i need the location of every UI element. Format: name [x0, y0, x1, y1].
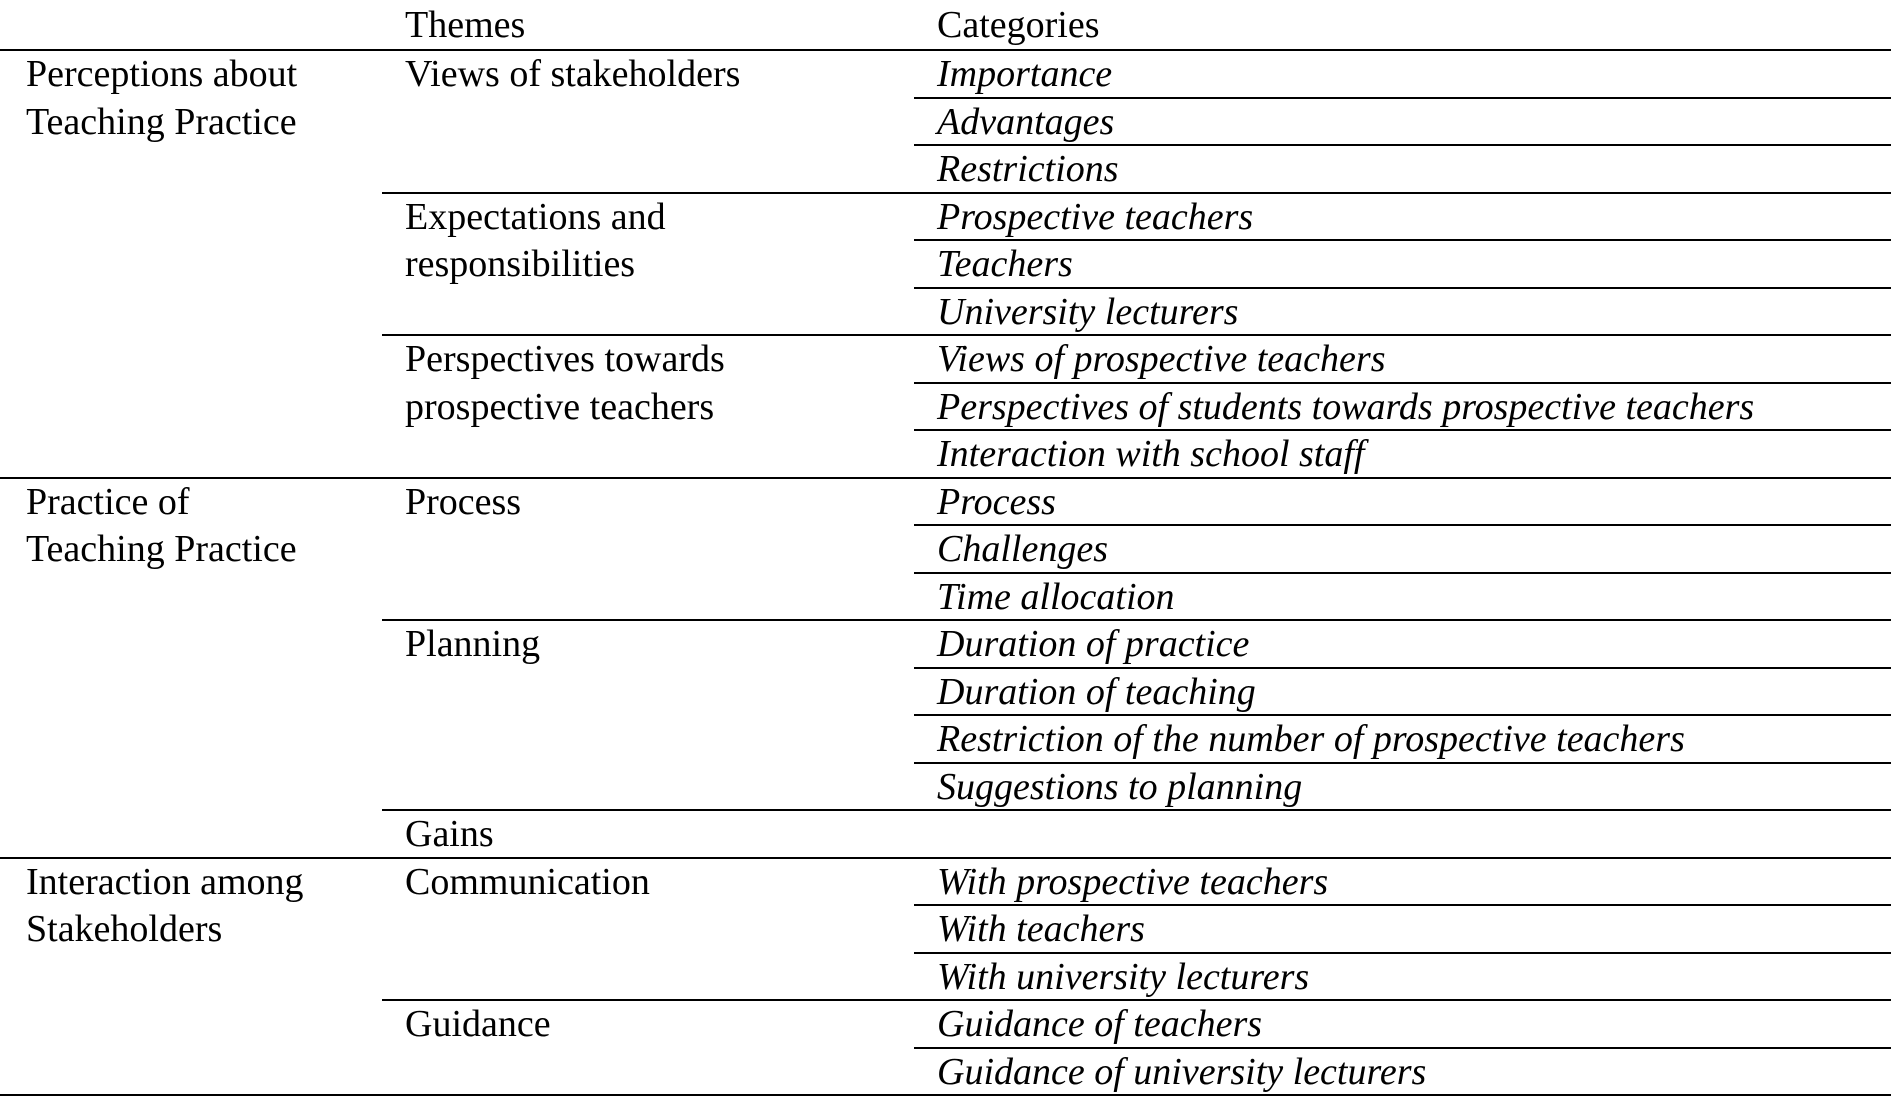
- dimension-label: Teaching Practice: [26, 101, 297, 143]
- category-label: Importance: [937, 53, 1113, 95]
- category-label: With prospective teachers: [937, 861, 1329, 903]
- category-label: Advantages: [937, 101, 1115, 143]
- category-label: Guidance of university lecturers: [937, 1051, 1427, 1093]
- dimension-label: Teaching Practice: [26, 528, 297, 570]
- category-label: Prospective teachers: [937, 196, 1254, 238]
- category-label: Challenges: [937, 528, 1108, 570]
- category-label: Restrictions: [937, 148, 1119, 190]
- header-categories: Categories: [937, 4, 1100, 46]
- theme-label: Process: [405, 481, 522, 523]
- theme-label: Communication: [405, 861, 650, 903]
- theme-label: Views of stakeholders: [405, 53, 741, 95]
- dimension-label: Interaction among: [26, 861, 304, 903]
- header-themes: Themes: [405, 4, 526, 46]
- category-label: Perspectives of students towards prospective teachers: [937, 386, 1755, 428]
- theme-label: Planning: [405, 623, 541, 665]
- dimension-label: Practice of: [26, 481, 190, 523]
- category-label: Time allocation: [937, 576, 1175, 618]
- bottom-rule: [0, 1094, 1891, 1096]
- category-label: Teachers: [937, 243, 1073, 285]
- theme-label: Gains: [405, 813, 494, 855]
- category-label: Interaction with school staff: [937, 433, 1365, 475]
- dimension-label: Perceptions about: [26, 53, 298, 95]
- category-label: Duration of teaching: [937, 671, 1256, 713]
- category-label: Suggestions to planning: [937, 766, 1303, 808]
- category-label: With teachers: [937, 908, 1145, 950]
- theme-label: Perspectives towards: [405, 338, 725, 380]
- category-label: Process: [937, 481, 1056, 523]
- category-label: With university lecturers: [937, 956, 1310, 998]
- dimension-label: Stakeholders: [26, 908, 223, 950]
- theme-rule: [382, 809, 1891, 811]
- category-label: Views of prospective teachers: [937, 338, 1386, 380]
- category-label: Restriction of the number of prospective teachers: [937, 718, 1685, 760]
- category-label: Duration of practice: [937, 623, 1250, 665]
- category-label: University lecturers: [937, 291, 1239, 333]
- theme-label: Expectations and: [405, 196, 666, 238]
- theme-label: Guidance: [405, 1003, 551, 1045]
- theme-label: prospective teachers: [405, 386, 715, 428]
- theme-label: responsibilities: [405, 243, 636, 285]
- category-label: Guidance of teachers: [937, 1003, 1263, 1045]
